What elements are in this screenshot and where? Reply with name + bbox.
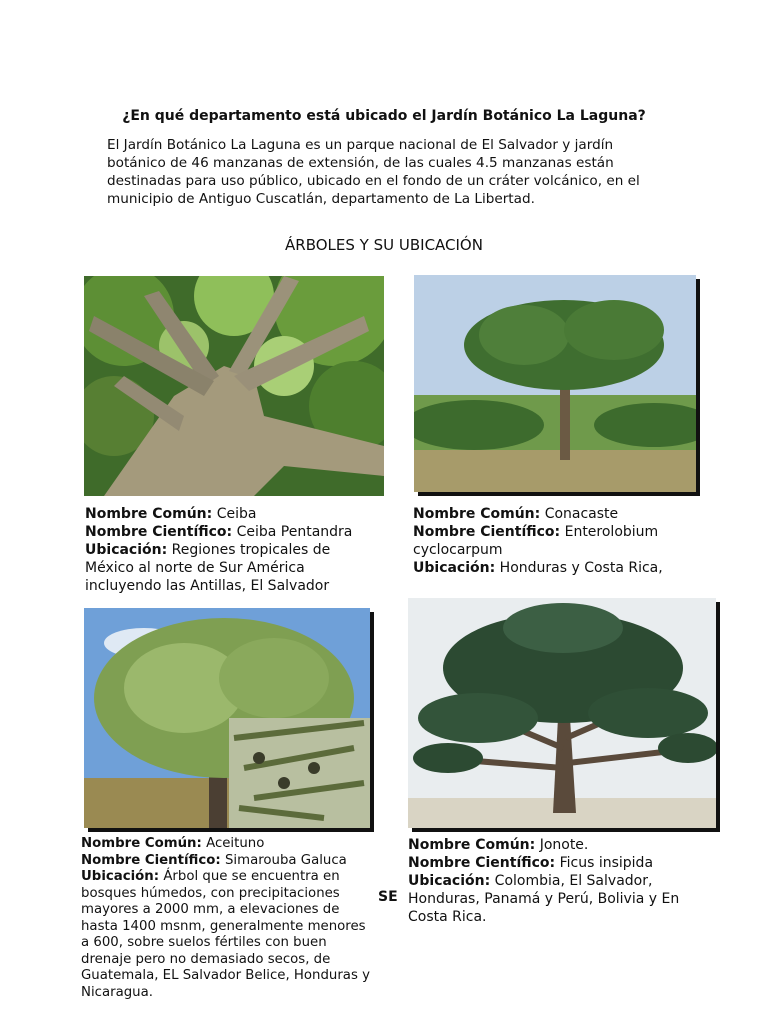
ceiba-scientific-row [85,523,375,541]
common-name-label: Nombre Común: [81,836,202,851]
aceituno-photo [84,608,370,828]
location-label: Ubicación: [81,869,160,884]
aceituno-scientific-name: Simarouba Galuca [224,852,347,868]
section-title: ÁRBOLES Y SU UBICACIÓN [285,236,483,254]
conacaste-info [413,505,703,577]
conacaste-common-name: Conacaste [544,506,619,522]
conacaste-scientific-name: Enterolobium cyclocarpum [413,524,659,558]
ceiba-common-row [85,505,375,523]
aceituno-info [81,836,371,1001]
ceiba-info [85,505,375,605]
jonote-scientific-row [408,854,698,872]
ceiba-common-name: Ceiba [216,506,257,522]
conacaste-common-row [413,505,703,523]
location-label: Ubicación: [413,560,496,576]
aceituno-location-row [81,869,371,1001]
jonote-scientific-name: Ficus insipida [559,855,654,871]
aceituno-scientific-row [81,853,371,870]
scientific-name-label: Nombre Científico: [81,852,221,868]
aceituno-common-row [81,836,371,853]
ceiba-location-row [85,541,375,595]
scientific-name-label: Nombre Científico: [408,855,556,871]
conacaste-location-row [413,559,703,577]
conacaste-location: Honduras y Costa Rica, [499,560,663,576]
scientific-name-label: Nombre Científico: [85,524,233,540]
scientific-name-label: Nombre Científico: [413,524,561,540]
conacaste-photo [414,275,696,492]
aceituno-common-name: Aceituno [206,836,265,851]
aceituno-location: Árbol que se encuentra en bosques húmedos, con precipitaciones mayores a 2000 mm, a elevaciones de hasta 1400 msnm, generalmente menores a 600, sobre suelos fértiles con buen drenaje pero no demasiado secos, de Guatemala, EL Salvador Belice, Honduras y Nicaragua. [81,869,370,1000]
jonote-common-row [408,836,698,854]
question-heading: ¿En qué departamento está ubicado el Jardín Botánico La Laguna? [122,108,646,124]
conacaste-scientific-row [413,523,703,559]
jonote-location: Colombia, El Salvador, Honduras, Panamá y Perú, Bolivia y En Costa Rica. [408,873,680,925]
ceiba-photo [84,276,384,496]
ceiba-scientific-name: Ceiba Pentandra [236,524,353,540]
stray-text: SE [378,889,398,905]
jonote-photo [408,598,716,828]
location-label: Ubicación: [408,873,491,889]
jonote-common-name: Jonote. [539,837,589,853]
jonote-info [408,836,698,926]
common-name-label: Nombre Común: [413,506,541,522]
ceiba-location: Regiones tropicales de México al norte de Sur América incluyendo las Antillas, El Salvador [85,542,331,594]
common-name-label: Nombre Común: [85,506,213,522]
jonote-location-row [408,872,698,926]
common-name-label: Nombre Común: [408,837,536,853]
intro-paragraph: El Jardín Botánico La Laguna es un parque nacional de El Salvador y jardín botánico de 46 manzanas de extensión, de las cuales 4.5 manzanas están destinadas para uso público, ubicado en el fondo de un cráter volcánico, en el municipio de Antiguo Cuscatlán, departamento de La Libertad. [107,137,640,207]
location-label: Ubicación: [85,542,168,558]
